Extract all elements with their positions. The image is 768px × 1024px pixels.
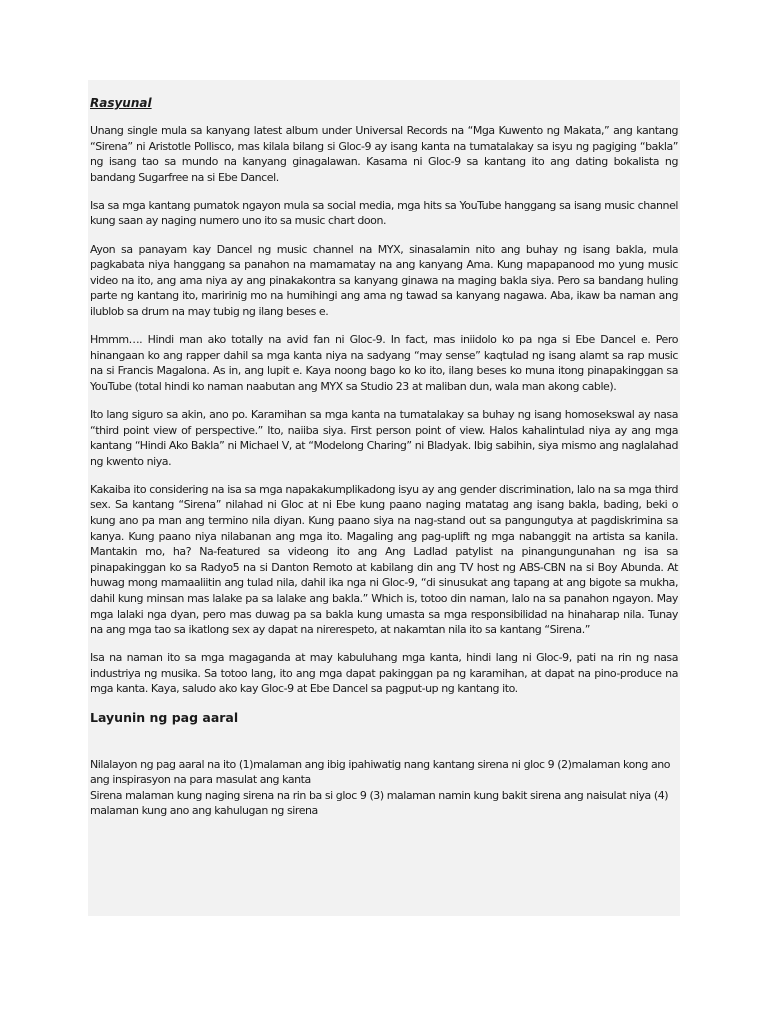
paragraph: Hmmm…. Hindi man ako totally na avid fan ni Gloc-9. In fact, mas iniidolo ko pa nga si Ebe Dancel e. Pero hinangaan ko ang rapper dahil sa mga kanta niya na sadyang “may sense” kaqtulad ng isang alamt sa rap music na si Francis Magalona. As in, ang lupit e. Kaya noong bago ko ko ito, ilang beses ko muna itong pinapakinggan sa YouTube (total hindi ko naman naabutan ang MYX sa Studio 23 at maliban dun, wala man akong cable). bbox=[90, 333, 678, 393]
paragraph: Ayon sa panayam kay Dancel ng music channel na MYX, sinasalamin nito ang buhay ng isang bakla, mula pagkabata niya hanggang sa panahon na mamamatay na ang kanyang Ama. Kung mapapanood mo yung music video na ito, ang ama niya ay ang pinakakontra sa kanyang ginawa na maging bakla siya. Pero sa bandang huling parte ng kantang ito, maririnig mo na humihingi ang ama ng tawad sa kanyang nagawa. Aba, ikaw ba naman ang ilublob sa drum na may tubig ng ilang beses e. bbox=[90, 242, 678, 318]
paragraph: Isa na naman ito sa mga magaganda at may kabuluhang mga kanta, hindi lang ni Gloc-9, pati na rin ng nasa industriya ng musika. Sa totoo lang, ito ang mga dapat pakinggan pa ng karamihan, at dapat na pino-produce na mga kanta. Kaya, saludo ako kay Gloc-9 at Ebe Dancel sa pagput-up ng kantang ito. bbox=[90, 651, 678, 696]
section-heading-layunin: Layunin ng pag aaral bbox=[90, 709, 239, 725]
paragraph: Kakaiba ito considering na isa sa mga napakakumplikadong isyu ay ang gender discrimination, lalo na sa mga third sex. Sa kantang “Sirena” nilahad ni Gloc at ni Ebe kung paano naging matatag ang isang bakla, bading, beki o kung ano pa man ang termino nila diyan. Kung paano siya na nag-stand out sa pangungutya at pagdiskrimina sa kanya. Kung paano niya nilabanan ang mga ito. Magaling ang pag-uplift ng mga nabanggit na artista sa kanila. Mantakin mo, ha? Na-featured sa videong ito ang Ang Ladlad patylist na pinangungunahan ng isa sa pinapakinggan ko sa Radyo5 na si Danton Remoto at kabilang din ang TV host ng ABS-CBN na si Boy Abunda. At huwag mong mamaaliitin ang tulad nila, dahil ika nga ni Gloc-9, “di sinusukat ang tapang at ang bigote sa mukha, dahil kung minsan mas lalake pa sa lalake ang bakla.” Which is, totoo din naman, lalo na sa panahon ngayon. May mga lalaki nga dyan, pero mas duwag pa sa bakla kung umasta sa mga responsibilidad na hinaharap nila. Tunay na ang mga tao sa ikatlong sex ay dapat na nirerespeto, at nakamtan nila ito sa kantang “Sirena.” bbox=[90, 482, 678, 637]
paragraph: Unang single mula sa kanyang latest album under Universal Records na “Mga Kuwento ng Makata,” ang kantang “Sirena” ni Aristotle Pollisco, mas kilala bilang si Gloc-9 ay isang kanta na tumatalakay sa isyu ng pagiging “bakla” ng isang tao sa mundo na kanyang ginagalawan. Kasama ni Gloc-9 sa kantang ito ang dating bokalista ng bandang Sugarfree na si Ebe Dancel. bbox=[90, 124, 678, 184]
paragraph: Isa sa mga kantang pumatok ngayon mula sa social media, mga hits sa YouTube hanggang sa isang music channel kung saan ay naging numero uno ito sa music chart doon. bbox=[90, 198, 678, 228]
objective-line: Sirena malaman kung naging sirena na rin ba si gloc 9 (3) malaman namin kung bakit sirena ang naisulat niya (4) malaman kung ano ang kahulugan ng sirena bbox=[90, 788, 669, 818]
objective-line: Nilalayon ng pag aaral na ito (1)malaman ang ibig ipahiwatig nang kantang sirena ni gloc 9 (2)malaman kong ano ang inspirasyon na para masulat ang kanta bbox=[90, 757, 671, 787]
document-page bbox=[88, 80, 680, 916]
paragraph: Ito lang siguro sa akin, ano po. Karamihan sa mga kanta na tumatalakay sa buhay ng isang homosekswal ay nasa “third point view of perspective.” Ito, naiiba siya. First person point of view. Halos kahalintulad niya ay ang mga kantang “Hindi Ako Bakla” ni Michael V, at “Modelong Charing” ni Bladyak. Ibig sabihin, siya mismo ang naglalahad ng kwento niya. bbox=[90, 407, 678, 468]
section-heading-rasyunal: Rasyunal bbox=[90, 96, 152, 110]
